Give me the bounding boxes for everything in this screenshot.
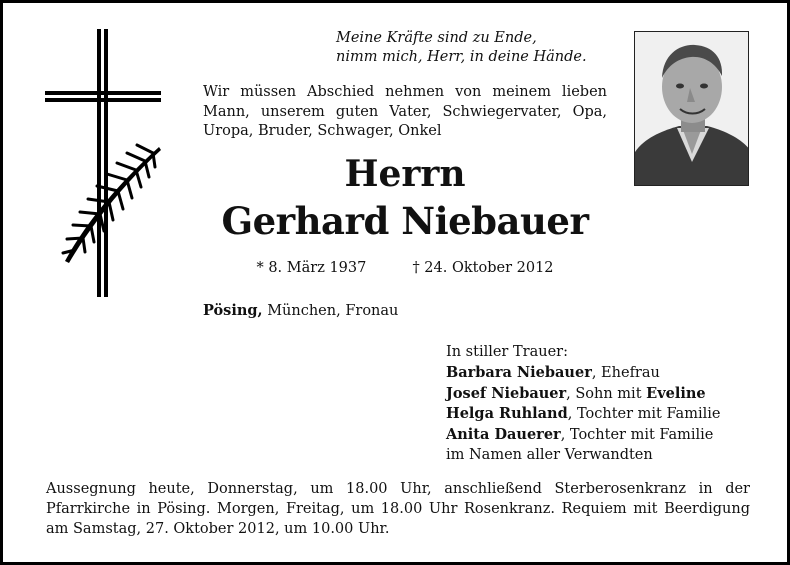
cross-icon — [43, 29, 163, 301]
intro-text: Wir müssen Abschied nehmen von meinem lieben Mann, unserem guten Vater, Schwiegervater, Opa, Uropa, Bruder, Schwager, Onkel — [203, 84, 607, 139]
place-rest: München, Fronau — [262, 303, 399, 319]
motto-verse — [336, 29, 616, 67]
motto-line: Meine Kräfte sind zu Ende, — [336, 30, 537, 46]
honorific: Herrn — [344, 153, 466, 195]
portrait-image — [635, 32, 749, 186]
mourner-name: Barbara Niebauer — [446, 363, 592, 381]
mourner-line — [446, 384, 756, 405]
mourner-name: Anita Dauerer — [446, 426, 561, 444]
birth-date: * 8. März 1937 — [256, 260, 367, 276]
life-dates — [203, 258, 607, 278]
place-primary: Pösing, — [203, 302, 263, 319]
deceased-name: Gerhard Niebauer — [221, 199, 589, 243]
mourner-relation: , Ehefrau — [591, 364, 660, 381]
death-date: † 24. Oktober 2012 — [412, 260, 554, 276]
motto-line: nimm mich, Herr, in deine Hände. — [336, 49, 587, 65]
palm-branch-icon — [63, 145, 161, 263]
mourner-relation: , Sohn mit — [566, 385, 647, 402]
mourning-heading: In stiller Trauer: — [446, 344, 568, 360]
mourner-relation: , Tochter mit Familie — [560, 427, 714, 444]
mourner-name: Josef Niebauer — [446, 384, 567, 402]
mourner-relation: , Tochter mit Familie — [567, 406, 721, 423]
places — [203, 301, 398, 321]
mourner-line — [446, 363, 756, 384]
mourner-line — [446, 425, 756, 446]
mourner-line — [446, 404, 756, 425]
mourning-footer: im Namen aller Verwandten — [446, 446, 653, 463]
portrait-photo — [634, 31, 749, 186]
service-info: Aussegnung heute, Donnerstag, um 18.00 Uhr, anschließend Sterberosenkranz in der Pfarrkirche in Pösing. Morgen, Freitag, um 18.00 Uhr Rosenkranz. Requiem mit Beerdigung am Samstag, 27. Oktober 2012, um 10.00 Uhr. — [46, 481, 750, 537]
mourners-block — [446, 343, 756, 466]
mourner-name: Helga Ruhland — [446, 405, 568, 423]
mourner-extra: Eveline — [646, 384, 706, 402]
